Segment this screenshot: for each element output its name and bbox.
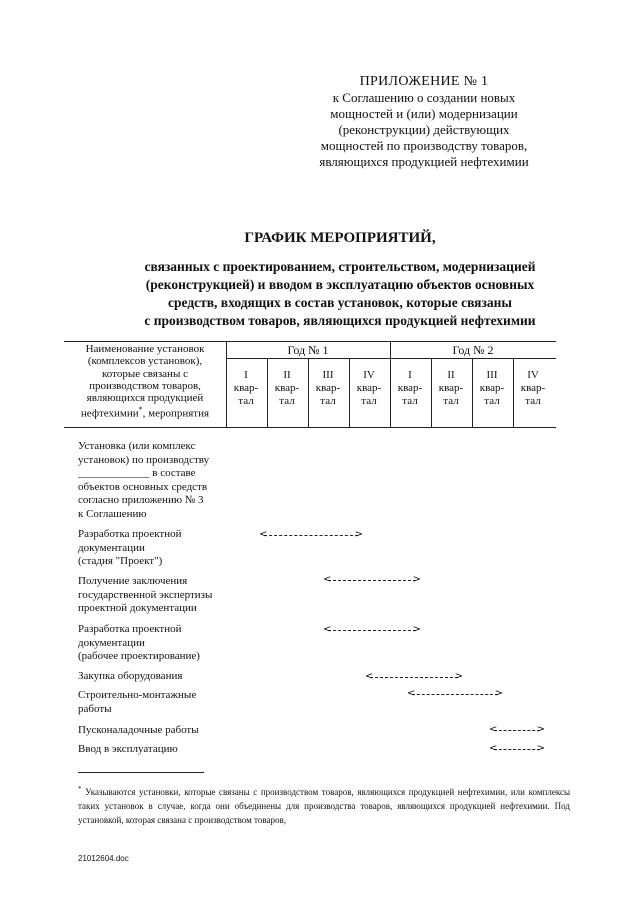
row-label-line: Разработка проектной: [78, 623, 182, 635]
row-label-design-project: [78, 528, 238, 569]
appendix-heading: ПРИЛОЖЕНИЕ № 1: [359, 74, 489, 89]
timeline-arrow-commissioning: [489, 724, 545, 735]
row-label-line: Строительно-монтажные: [78, 689, 197, 701]
document-id: 21012604.doc: [78, 854, 129, 863]
row-label-line: объектов основных средств: [78, 480, 208, 493]
timeline-arrow-design-project: [259, 529, 363, 540]
timeline-arrow-state-expertise: [323, 574, 421, 585]
year-2-header: Год № 2: [452, 343, 494, 357]
row-label-line: (рабочее проектирование): [78, 650, 200, 662]
quarter-word: тал: [484, 395, 500, 407]
subtitle-line: средств, входящих в состав установок, которые связаны: [168, 295, 512, 310]
quarter-header: [513, 369, 553, 408]
timeline-arrow-equipment-purchase: [365, 671, 463, 682]
year-divider: [226, 358, 556, 359]
appendix-line: мощностей и (или) модернизации: [330, 106, 518, 121]
arrow-right-end: >: [494, 688, 503, 699]
table-top-border: [64, 341, 556, 342]
quarter-header: [472, 369, 512, 408]
header-text: , мероприятия: [142, 408, 210, 421]
document-subtitle: [60, 258, 620, 330]
arrow-left-end: <: [365, 671, 374, 682]
row-label-line: Установка (или комплекс: [78, 440, 196, 452]
quarter-number: I: [408, 369, 412, 381]
row-label-state-expertise: [78, 575, 238, 616]
quarter-word: квар-: [438, 382, 464, 394]
quarter-word: квар-: [315, 382, 341, 394]
row-label-line: Закупка оборудования: [78, 670, 183, 682]
appendix-line: являющихся продукцией нефтехимии: [319, 154, 529, 169]
quarter-number: IV: [527, 369, 539, 381]
arrow-left-end: <: [489, 724, 498, 735]
arrow-left-end: <: [489, 743, 498, 754]
arrow-right-end: >: [536, 724, 545, 735]
quarter-header: [226, 369, 266, 408]
row-label-construction: [78, 689, 238, 716]
subtitle-line: связанных с проектированием, строительством, модернизацией: [144, 259, 536, 274]
row-label-line: документации: [78, 541, 145, 554]
year-1-header: Год № 1: [287, 343, 329, 357]
quarter-word: квар-: [397, 382, 423, 394]
header-line: [64, 404, 226, 420]
quarter-word: тал: [361, 395, 377, 407]
header-text: нефтехимии: [80, 408, 139, 421]
quarter-word: квар-: [356, 382, 382, 394]
arrow-left-end: <: [407, 688, 416, 699]
row-label-line: к Соглашению: [78, 507, 147, 520]
row-label-line: Разработка проектной: [78, 528, 182, 540]
timeline-arrow-launch: [489, 743, 545, 754]
row-label-line: _____________ в составе: [78, 467, 196, 479]
row-label-line: Получение заключения: [78, 575, 188, 587]
quarter-word: квар-: [520, 382, 546, 394]
quarter-header: [349, 369, 389, 408]
quarter-number: IV: [363, 369, 375, 381]
quarter-header: [308, 369, 348, 408]
arrow-left-end: <: [323, 624, 332, 635]
quarter-header: [267, 369, 307, 408]
row-label-line: установок) по производству: [78, 453, 210, 466]
quarter-header: [431, 369, 471, 408]
row-label-line: проектной документации: [78, 602, 197, 614]
row-label-equipment-purchase: [78, 670, 238, 684]
quarter-word: квар-: [233, 382, 259, 394]
row-label-commissioning: [78, 724, 238, 738]
timeline-arrow-working-design: [323, 624, 421, 635]
arrow-left-end: <: [323, 574, 332, 585]
appendix-line: мощностей по производству товаров,: [320, 138, 528, 153]
quarter-word: тал: [279, 395, 295, 407]
footnote-marker: *: [138, 405, 143, 415]
quarter-word: квар-: [479, 382, 505, 394]
subtitle-line: с производством товаров, являющихся продукцией нефтехимии: [144, 313, 536, 328]
quarter-number: III: [486, 369, 498, 381]
footnote-separator: [78, 772, 204, 773]
appendix-block: [300, 74, 548, 170]
quarter-word: тал: [238, 395, 254, 407]
subtitle-line: (реконструкцией) и вводом в эксплуатацию объектов основных: [145, 277, 535, 292]
document-title: ГРАФИК МЕРОПРИЯТИЙ,: [244, 230, 436, 246]
row-label-line: Ввод в эксплуатацию: [78, 743, 178, 755]
row-label-line: (стадия "Проект"): [78, 555, 163, 567]
row-label-working-design: [78, 623, 238, 664]
arrow-right-end: >: [412, 624, 421, 635]
header-line: являющихся продукцией: [86, 392, 204, 405]
footnote-text: Указываются установки, которые связаны с производством товаров, являющихся продукцией нефтехимии, или комплексы таких установок в случае, когда они объединены для производства товаров, являющихся продукцией нефтехимии. Под установкой, которая связана с производством товаров,: [78, 787, 571, 825]
row-label-line: согласно приложению № 3: [78, 494, 204, 506]
appendix-line: (реконструкции) действующих: [338, 122, 510, 137]
quarter-number: II: [283, 369, 291, 381]
header-line: производством товаров,: [89, 379, 201, 392]
quarter-word: тал: [320, 395, 336, 407]
arrow-right-end: >: [354, 529, 363, 540]
quarter-word: тал: [525, 395, 541, 407]
header-line: (комплексов установок),: [87, 355, 203, 368]
timeline-arrow-construction: [407, 688, 503, 699]
arrow-right-end: >: [454, 671, 463, 682]
quarter-word: тал: [402, 395, 418, 407]
header-line: Наименование установок: [85, 343, 205, 355]
quarter-number: I: [244, 369, 248, 381]
footnote-marker: *: [78, 785, 82, 793]
table-bottom-border: [64, 427, 556, 428]
quarter-word: тал: [443, 395, 459, 407]
arrow-left-end: <: [259, 529, 268, 540]
row-label-installation: [78, 440, 238, 521]
appendix-line: к Соглашению о создании новых: [332, 90, 516, 105]
footnote: [78, 782, 570, 827]
row-label-launch: [78, 743, 238, 757]
row-label-line: работы: [78, 702, 112, 715]
arrow-right-end: >: [412, 574, 421, 585]
quarter-word: квар-: [274, 382, 300, 394]
row-label-line: государственной экспертизы: [78, 588, 213, 601]
row-label-line: документации: [78, 636, 145, 649]
arrow-right-end: >: [536, 743, 545, 754]
quarter-number: II: [447, 369, 455, 381]
quarter-number: III: [322, 369, 334, 381]
name-column-header: [64, 343, 226, 420]
row-label-line: Пусконаладочные работы: [78, 724, 199, 736]
schedule-table-header: [64, 341, 556, 427]
quarter-header: [390, 369, 430, 408]
header-line: которые связаны с: [102, 367, 188, 380]
